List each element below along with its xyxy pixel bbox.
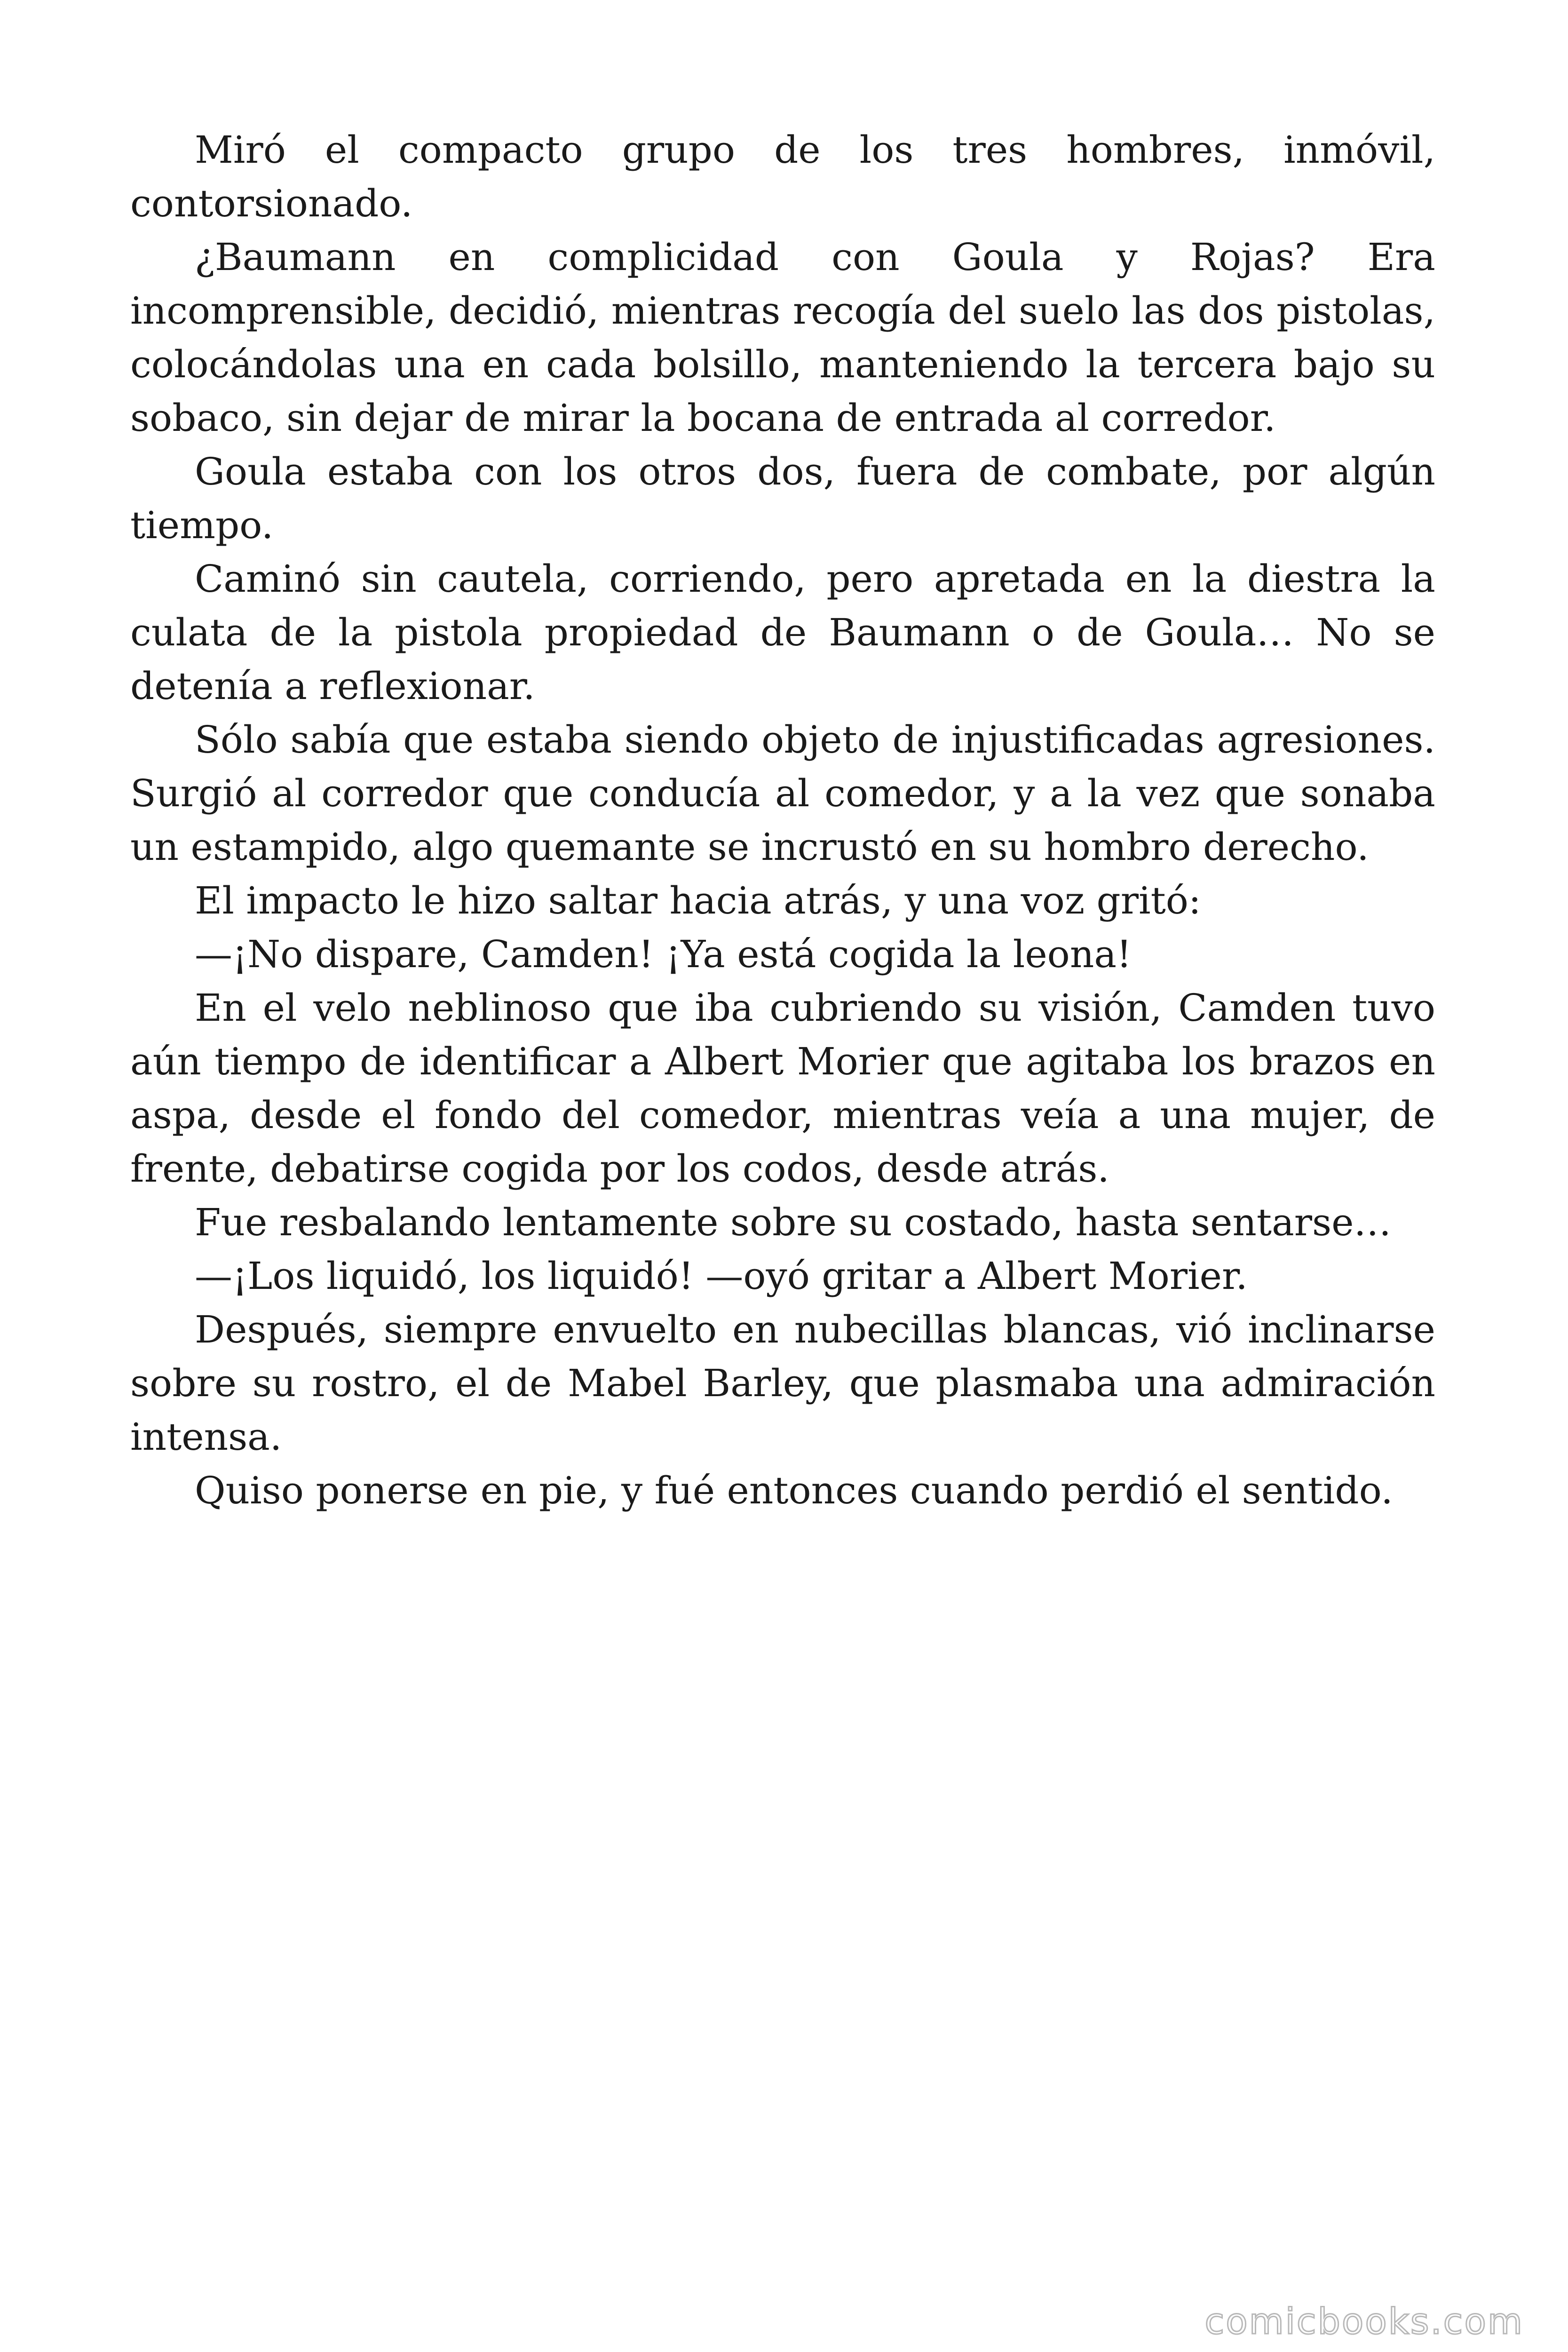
paragraph: ¿Baumann en complicidad con Goula y Rojas? Era incomprensible, decidió, mientras recogía del suelo las dos pistolas, colocándolas una en cada bolsillo, manteniendo la tercera bajo su sobaco, sin dejar de mirar la bocana de entrada al corredor. [130,235,1435,440]
paragraph: El impacto le hizo saltar hacia atrás, y una voz gritó: [195,879,1201,922]
paragraph: Quiso ponerse en pie, y fué entonces cuando perdió el sentido. [195,1469,1393,1512]
watermark: comicbooks.com [1204,2300,1524,2342]
paragraph: Sólo sabía que estaba siendo objeto de injustificadas agresiones. Surgió al corredor que conducía al comedor, y a la vez que sonaba un estampido, algo quemante se incrustó en su hombro derecho. [130,718,1435,869]
paragraph: Fue resbalando lentamente sobre su costado, hasta sentarse… [195,1200,1392,1244]
paragraph: —¡No dispare, Camden! ¡Ya está cogida la leona! [195,932,1132,976]
paragraph: En el velo neblinoso que iba cubriendo su visión, Camden tuvo aún tiempo de identificar a Albert Morier que agitaba los brazos en aspa, desde el fondo del comedor, mientras veía a una mujer, de frente, debatirse cogida por los codos, desde atrás. [130,986,1435,1191]
paragraph: Caminó sin cautela, corriendo, pero apretada en la diestra la culata de la pistola propiedad de Baumann o de Goula… No se detenía a reflexionar. [130,557,1435,708]
paragraph: Después, siempre envuelto en nubecillas blancas, vió inclinarse sobre su rostro, el de Mabel Barley, que plasmaba una admiración intensa. [130,1308,1435,1459]
paragraph: Goula estaba con los otros dos, fuera de combate, por algún tiempo. [130,450,1435,547]
paragraph: Miró el compacto grupo de los tres hombres, inmóvil, contorsionado. [130,128,1435,225]
body-text [130,123,1435,1518]
paragraph: —¡Los liquidó, los liquidó! —oyó gritar a Albert Morier. [195,1254,1248,1298]
